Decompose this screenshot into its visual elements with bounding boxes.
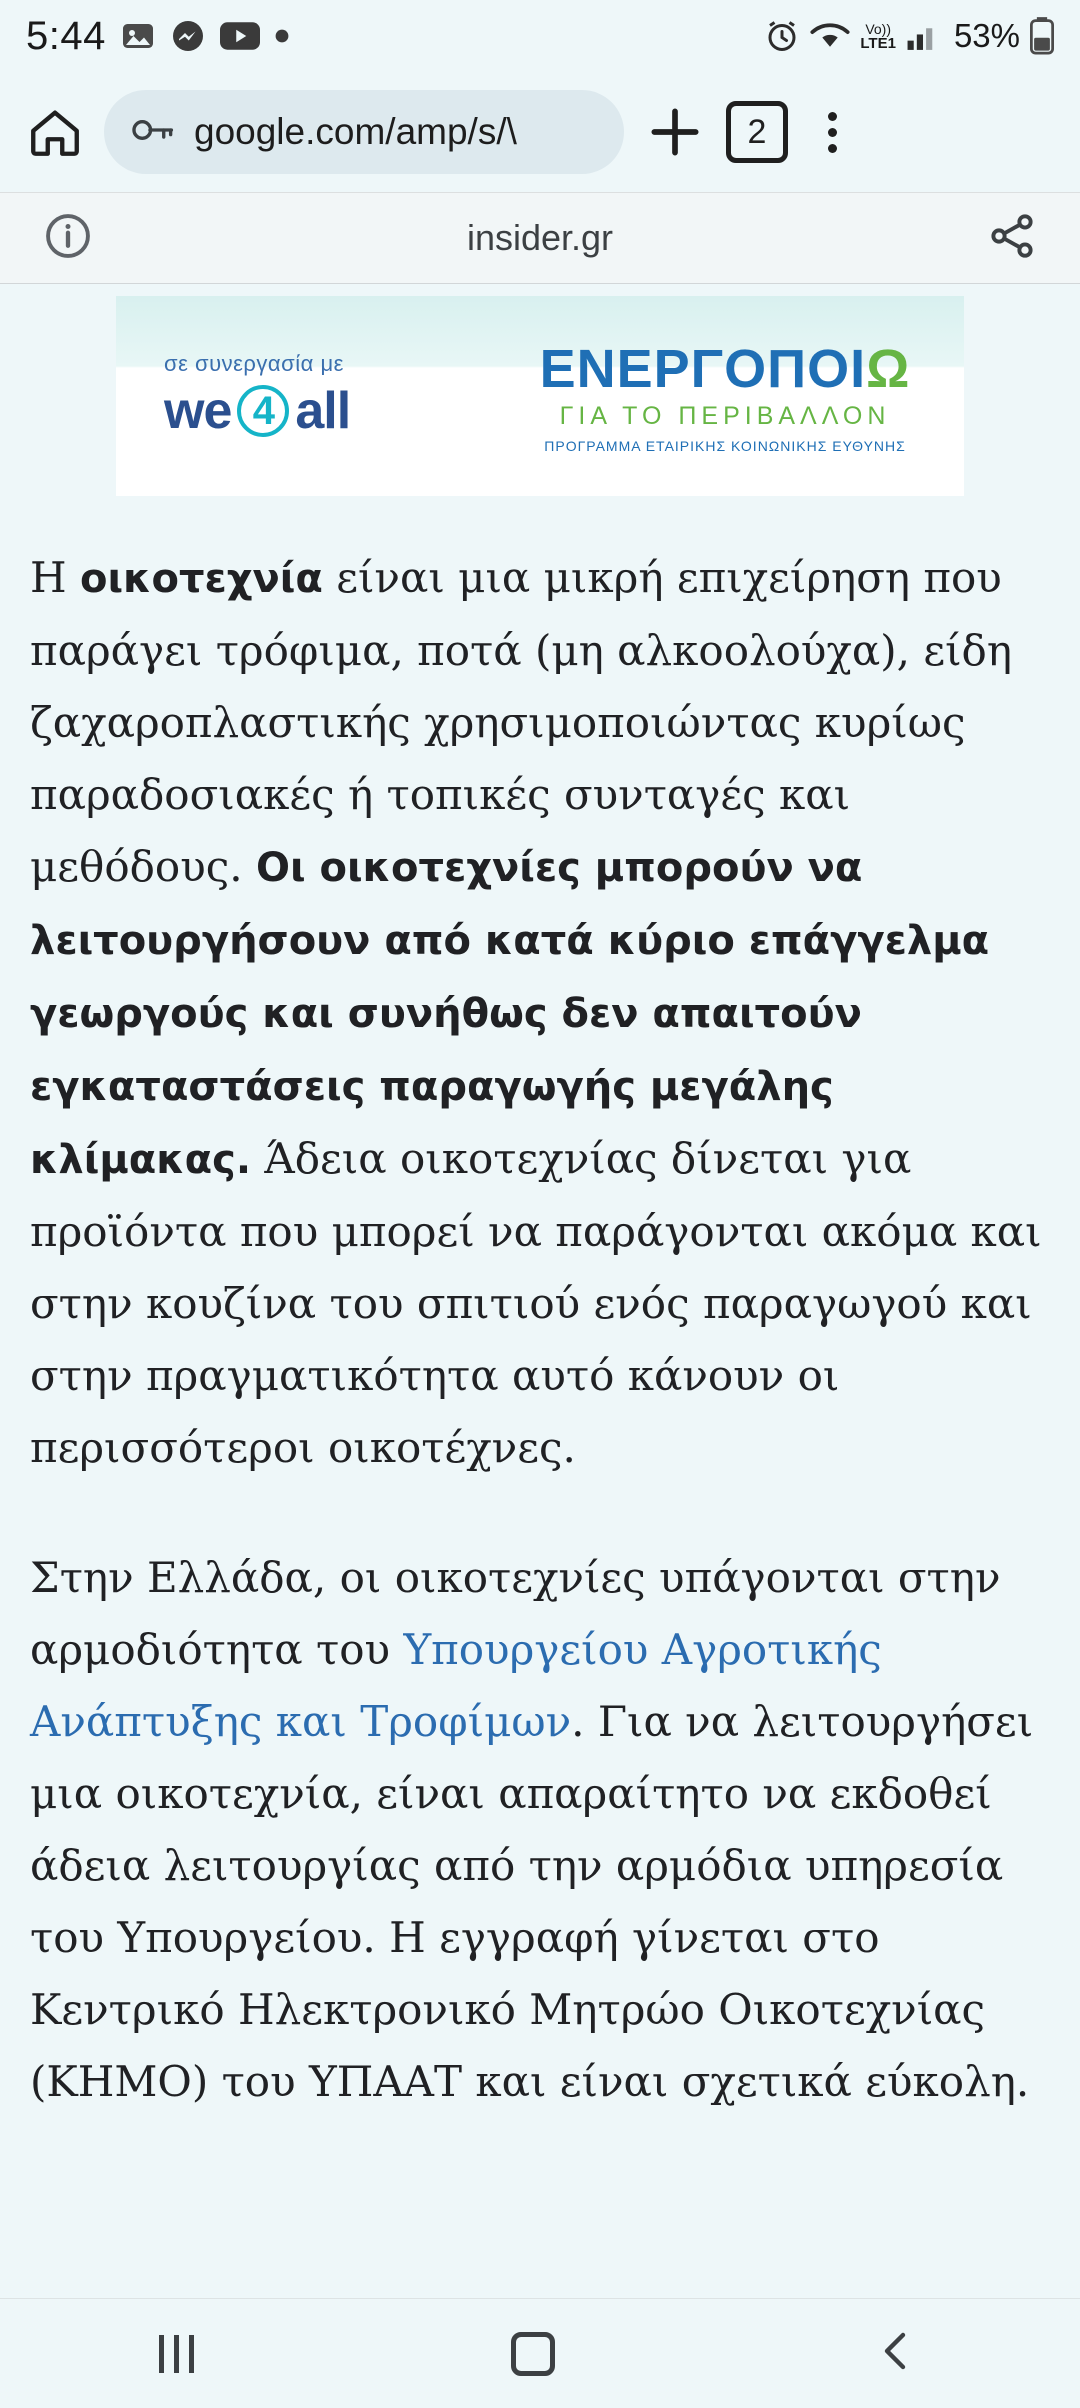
menu-dot <box>828 144 837 153</box>
recents-icon[interactable] <box>159 2335 194 2373</box>
amp-header-bar <box>0 192 1080 284</box>
volte-bottom-label: LTE1 <box>860 34 896 52</box>
p1-bold-1: οικοτεχνία <box>79 556 323 602</box>
banner-kicker: σε συνεργασία με <box>164 351 344 376</box>
system-nav-bar <box>0 2298 1080 2408</box>
permissions-icon[interactable] <box>130 112 176 153</box>
home-nav-icon[interactable] <box>511 2332 555 2376</box>
p1-text-a: Η <box>30 553 80 602</box>
status-clock: 5:44 <box>26 13 106 58</box>
p1-text-d: Άδεια οικοτεχνίας δίνεται για προϊόντα που μπορεί να παράγονται ακόμα και στην κουζίνα του σπιτιού ενός παραγωγού και στην πραγματικότητα αυτό κάνουν οι περισσότεροι οικοτέχνες. <box>30 1134 1042 1472</box>
paragraph-1 <box>30 542 1050 1484</box>
we4all-circle: 4 <box>237 385 289 437</box>
energopoio-title-text: ΕΝΕΡΓΟΠΟΙ <box>539 339 867 399</box>
youtube-icon <box>220 21 260 51</box>
overflow-menu-icon[interactable] <box>804 97 860 167</box>
wifi-icon <box>810 20 850 52</box>
article-body <box>0 496 1080 2118</box>
share-icon[interactable] <box>986 210 1038 267</box>
page-content[interactable] <box>0 284 1080 2298</box>
p1-bold-2: Οι οικοτεχνίες μπορούν να λειτουργήσουν από κατά κύριο επάγγελμα γεωργούς και συνήθως δεν απαιτούν εγκαταστάσεις παραγωγής μεγάλης κλίμακας. <box>30 845 990 1183</box>
tab-counter[interactable]: 2 <box>726 101 788 163</box>
banner-right <box>506 296 964 496</box>
recents-bar <box>174 2335 179 2373</box>
recents-bar <box>159 2335 164 2373</box>
back-icon[interactable] <box>873 2327 921 2380</box>
menu-dot <box>828 128 837 137</box>
paragraph-2 <box>30 1542 1050 2118</box>
url-text[interactable]: google.com/amp/s/\ <box>194 111 517 152</box>
energopoio-omega: Ω <box>866 339 911 399</box>
sponsor-banner[interactable] <box>116 296 964 496</box>
plus-icon[interactable] <box>640 97 710 167</box>
recents-bar <box>189 2335 194 2373</box>
dot-icon <box>274 28 290 44</box>
photos-icon <box>120 18 156 54</box>
alarm-icon <box>764 18 800 54</box>
volte-icon <box>860 22 896 51</box>
status-left-group <box>26 14 290 59</box>
energopoio-footer: ΠΡΟΓΡΑΜΜΑ ΕΤΑΙΡΙΚΗΣ ΚΟΙΝΩΝΙΚΗΣ ΕΥΘΥΝΗΣ <box>544 438 906 454</box>
status-right-group <box>764 17 1054 55</box>
energopoio-subtitle: ΓΙΑ ΤΟ ΠΕΡΙΒΑΛΛΟΝ <box>559 402 891 430</box>
info-icon[interactable] <box>42 210 94 267</box>
messenger-icon <box>170 18 206 54</box>
we4all-part1: we <box>164 382 232 440</box>
we4all-logo <box>164 381 506 441</box>
battery-percent: 53% <box>953 17 1020 54</box>
p1-text-c: είναι μια μικρή επιχείρηση που παράγει τρόφιμα, ποτά (μη αλκοολούχα), είδη ζαχαροπλαστικής χρησιμοποιώντας κυρίως παραδοσιακές ή τοπικές συνταγές και μεθόδους. <box>30 553 1012 891</box>
p2-text-a: Στην Ελλάδα, οι οικοτεχνίες υπάγονται στην αρμοδιότητα του <box>30 1553 1001 1674</box>
address-bar[interactable] <box>104 90 624 174</box>
home-icon[interactable] <box>22 99 88 165</box>
ministry-link[interactable]: Υπουργείου Αγροτικής Ανάπτυξης και Τροφίμων <box>30 1625 882 1746</box>
battery-icon <box>1030 17 1054 55</box>
menu-dot <box>828 112 837 121</box>
status-bar <box>0 0 1080 72</box>
amp-domain-label: insider.gr <box>466 217 614 258</box>
banner-left <box>116 296 506 496</box>
energopoio-title <box>540 338 911 400</box>
browser-toolbar <box>0 72 1080 192</box>
we4all-part2: all <box>295 382 351 440</box>
p2-text-b: . Για να λειτουργήσει μια οικοτεχνία, είναι απαραίτητο να εκδοθεί άδεια λειτουργίας από την αρμόδια υπηρεσία του Υπουργείου. Η εγγραφή γίνεται στο Κεντρικό Ηλεκτρονικό Μητρώο Οικοτεχνίας (ΚΗΜΟ) του ΥΠΑΑΤ και είναι σχετικά εύκολη. <box>30 1697 1034 2106</box>
signal-icon <box>906 20 940 52</box>
volte-top-label: Vo)) <box>865 20 891 37</box>
